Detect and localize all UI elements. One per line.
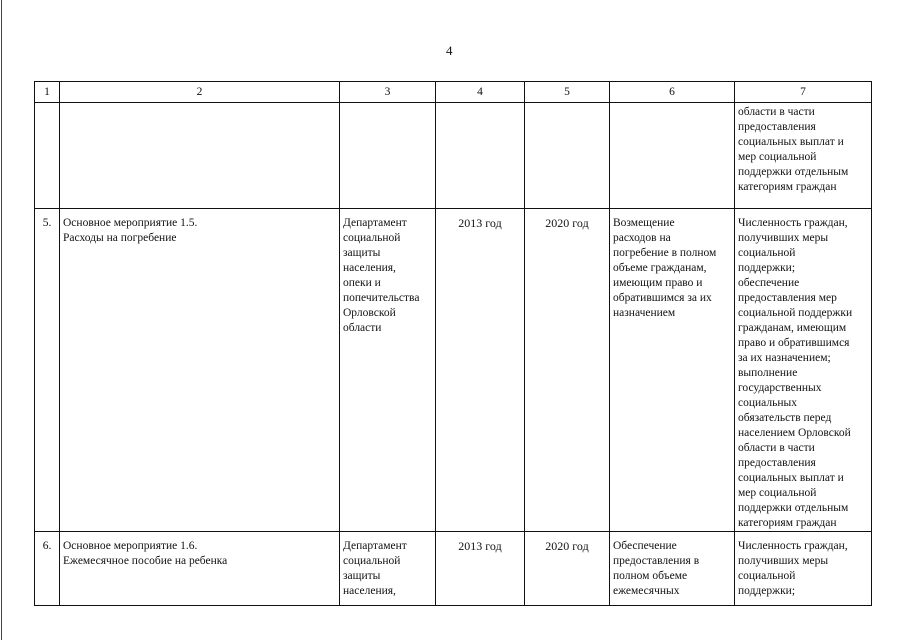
text-line: населением Орловской (738, 427, 851, 439)
executor-cell (340, 209, 436, 532)
executor-cell (340, 532, 436, 606)
start-year: 2013 год (436, 532, 525, 606)
header-cell: 7 (735, 82, 872, 103)
text-line: защиты (343, 570, 381, 582)
program-activities-table (34, 81, 872, 606)
text-line: социальных (738, 397, 797, 409)
text-line: защиты (343, 247, 381, 259)
text-line: категориям граждан (738, 517, 837, 529)
text-line: населения, (343, 585, 396, 597)
row-number: 5. (35, 209, 60, 532)
cell-empty (525, 103, 610, 209)
text-line: поддержки отдельным (738, 502, 849, 514)
text-line: за их назначением; (738, 352, 831, 364)
text-line: полном объеме (613, 570, 688, 582)
header-cell: 2 (60, 82, 340, 103)
text-line: социальной (343, 555, 401, 567)
end-year: 2020 год (525, 209, 610, 532)
end-year: 2020 год (525, 532, 610, 606)
text-line: Основное мероприятие 1.6. (63, 540, 198, 552)
text-line: мер социальной (738, 151, 817, 163)
text-line: погребение в полном (613, 247, 717, 259)
result-cell (610, 209, 735, 532)
text-line: Ежемесячное пособие на ребенка (63, 555, 228, 567)
text-line: предоставления мер (738, 292, 837, 304)
text-line: Расходы на погребение (63, 232, 177, 244)
text-line: поддержки; (738, 262, 796, 274)
text-line: предоставления (738, 457, 816, 469)
text-line: предоставления в (613, 555, 700, 567)
text-line: гражданам, имеющим (738, 322, 847, 334)
text-line: Департамент (343, 217, 407, 229)
scan-edge-line (1, 0, 2, 640)
row-number: 6. (35, 532, 60, 606)
text-line: социальных выплат и (738, 472, 844, 484)
header-cell: 6 (610, 82, 735, 103)
text-line: мер социальной (738, 487, 817, 499)
text-line: право и обратившимся (738, 337, 850, 349)
table-row (35, 209, 872, 532)
text-line: области в части (738, 442, 815, 454)
cell-empty (35, 103, 60, 209)
table-row-continuation (35, 103, 872, 209)
text-line: получивших меры (738, 555, 829, 567)
text-line: ежемесячных (613, 585, 680, 597)
text-line: государственных (738, 382, 822, 394)
start-year: 2013 год (436, 209, 525, 532)
text-line: выполнение (738, 367, 798, 379)
text-line: Численность граждан, (738, 540, 848, 552)
text-line: имеющим право и (613, 277, 703, 289)
text-line: опеки и (343, 277, 381, 289)
table-header-row (35, 82, 872, 103)
cell-empty (436, 103, 525, 209)
text-line: области (343, 322, 382, 334)
text-line: Обеспечение (613, 540, 677, 552)
table-row (35, 532, 872, 606)
text-line: расходов на (613, 232, 671, 244)
indicator-cell-continuation (735, 103, 872, 209)
event-cell (60, 532, 340, 606)
header-cell: 4 (436, 82, 525, 103)
text-line: предоставления (738, 121, 816, 133)
text-line: области в части (738, 106, 815, 118)
text-line: Численность граждан, (738, 217, 848, 229)
text-line: обеспечение (738, 277, 800, 289)
text-line: поддержки; (738, 585, 796, 597)
text-line: социальной (738, 247, 796, 259)
text-line: Основное мероприятие 1.5. (63, 217, 198, 229)
event-cell (60, 209, 340, 532)
text-line: объеме гражданам, (613, 262, 707, 274)
header-cell: 1 (35, 82, 60, 103)
text-line: социальных выплат и (738, 136, 844, 148)
text-line: Департамент (343, 540, 407, 552)
result-cell (610, 532, 735, 606)
page-number: 4 (446, 43, 453, 58)
text-line: поддержки отдельным (738, 166, 849, 178)
text-line: Орловской (343, 307, 396, 319)
text-line: получивших меры (738, 232, 829, 244)
header-cell: 3 (340, 82, 436, 103)
text-line: населения, (343, 262, 396, 274)
text-line: социальной (343, 232, 401, 244)
text-line: попечительства (343, 292, 420, 304)
indicator-cell (735, 532, 872, 606)
text-line: обратившимся за их (613, 292, 712, 304)
cell-empty (610, 103, 735, 209)
text-line: обязательств перед (738, 412, 832, 424)
text-line: социальной (738, 570, 796, 582)
text-line: социальной поддержки (738, 307, 853, 319)
text-line: категориям граждан (738, 181, 837, 193)
cell-empty (60, 103, 340, 209)
header-cell: 5 (525, 82, 610, 103)
indicator-cell (735, 209, 872, 532)
cell-empty (340, 103, 436, 209)
text-line: назначением (613, 307, 676, 319)
text-line: Возмещение (613, 217, 675, 229)
